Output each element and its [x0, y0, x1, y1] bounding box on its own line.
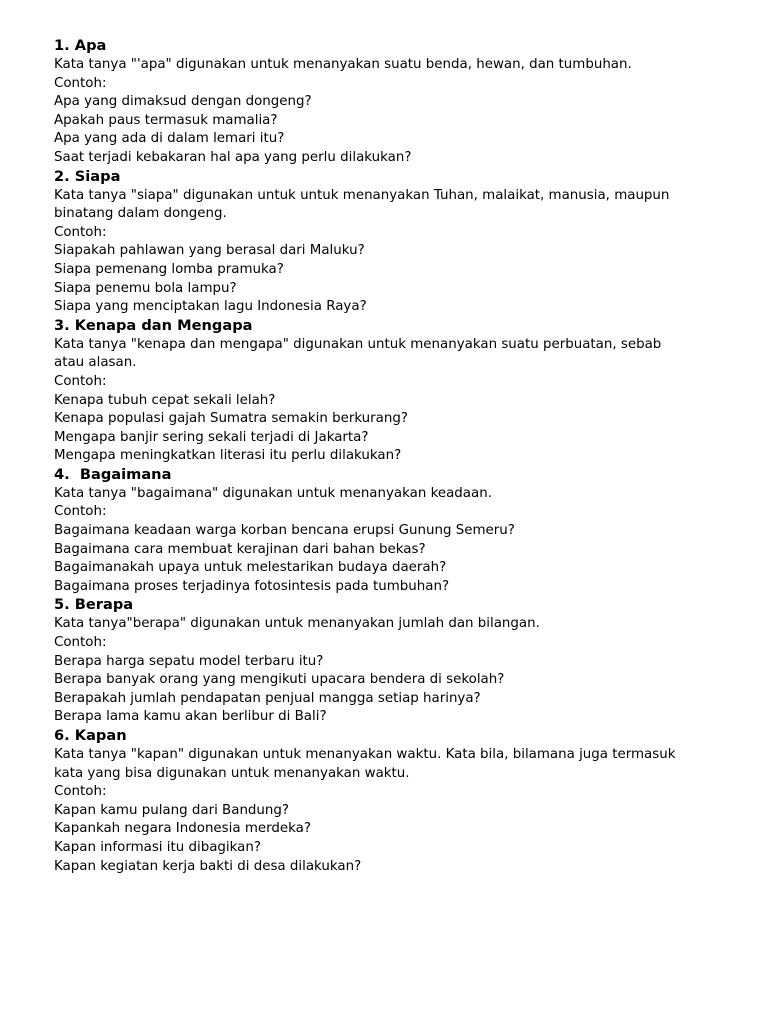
section-description: Kata tanya "'apa" digunakan untuk menanyakan suatu benda, hewan, dan tumbuhan. [54, 57, 632, 72]
section-2 [54, 168, 744, 317]
section-heading: 3. Kenapa dan Mengapa [54, 316, 253, 334]
text-line: Berapa lama kamu akan berlibur di Bali? [54, 709, 327, 725]
document-body [54, 37, 744, 876]
section-description: Kata tanya "siapa" digunakan untuk untuk menanyakan Tuhan, malaikat, manusia, maupun [54, 187, 670, 203]
section-description: Kata tanya"berapa" digunakan untuk menanyakan jumlah dan bilangan. [54, 616, 540, 632]
text-line: Siapa penemu bola lampu? [54, 280, 237, 296]
section-description: Kata tanya "kenapa dan mengapa" digunakan untuk menanyakan suatu perbuatan, sebab [54, 336, 662, 352]
text-line: Siapa pemenang lomba pramuka? [54, 261, 284, 277]
section-6 [54, 727, 744, 876]
text-line: Bagaimanakah upaya untuk melestarikan budaya daerah? [54, 560, 447, 576]
text-line: atau alasan. [54, 355, 137, 371]
text-line: Berapa banyak orang yang mengikuti upacara bendera di sekolah? [54, 672, 505, 688]
section-heading: 6. Kapan [54, 727, 127, 744]
text-line: Kenapa tubuh cepat sekali lelah? [54, 392, 276, 408]
text-line: Contoh: [54, 504, 107, 520]
section-heading: 5. Berapa [54, 596, 134, 614]
section-3 [54, 317, 744, 466]
text-line: Contoh: [54, 784, 107, 800]
text-line: Contoh: [54, 373, 107, 389]
section-4 [54, 466, 744, 597]
text-line: Apa yang dimaksud dengan dongeng? [54, 94, 312, 110]
section-description: Kata tanya "bagaimana" digunakan untuk menanyakan keadaan. [54, 485, 492, 501]
text-line: Bagaimana keadaan warga korban bencana erupsi Gunung Semeru? [54, 523, 515, 539]
text-line: Siapa yang menciptakan lagu Indonesia Raya? [54, 299, 367, 315]
text-line: Berapakah jumlah pendapatan penjual mangga setiap harinya? [54, 690, 481, 706]
text-line: Contoh: [54, 635, 107, 651]
section-heading: 1. Apa [54, 37, 107, 54]
section-5 [54, 596, 744, 727]
text-line: Berapa harga sepatu model terbaru itu? [54, 653, 324, 669]
section-1 [54, 37, 744, 168]
text-line: Kapan kamu pulang dari Bandung? [54, 802, 290, 818]
section-heading: 4. Bagaimana [54, 465, 172, 483]
text-line: Mengapa banjir sering sekali terjadi di Jakarta? [54, 429, 369, 445]
text-line: Kapan kegiatan kerja bakti di desa dilakukan? [54, 858, 362, 874]
text-line: Bagaimana cara membuat kerajinan dari bahan bekas? [54, 541, 426, 557]
text-line: Apa yang ada di dalam lemari itu? [54, 131, 285, 147]
text-line: Kenapa populasi gajah Sumatra semakin berkurang? [54, 411, 408, 427]
section-description: Kata tanya "kapan" digunakan untuk menanyakan waktu. Kata bila, bilamana juga termasuk [54, 747, 676, 762]
text-line: Siapakah pahlawan yang berasal dari Maluku? [54, 243, 365, 259]
text-line: Kapan informasi itu dibagikan? [54, 839, 261, 855]
text-line: binatang dalam dongeng. [54, 206, 227, 222]
text-line: Mengapa meningkatkan literasi itu perlu dilakukan? [54, 448, 402, 464]
text-line: Bagaimana proses terjadinya fotosintesis pada tumbuhan? [54, 578, 450, 594]
section-heading: 2. Siapa [54, 167, 121, 185]
text-line: Saat terjadi kebakaran hal apa yang perlu dilakukan? [54, 149, 412, 165]
text-line: Contoh: [54, 224, 107, 240]
text-line: kata yang bisa digunakan untuk menanyakan waktu. [54, 765, 410, 781]
text-line: Contoh: [54, 75, 107, 91]
text-line: Kapankah negara Indonesia merdeka? [54, 821, 311, 837]
text-line: Apakah paus termasuk mamalia? [54, 112, 278, 128]
